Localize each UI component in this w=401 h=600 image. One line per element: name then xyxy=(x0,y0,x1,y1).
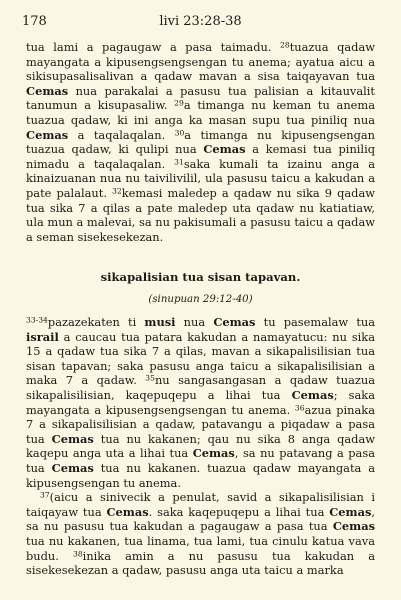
verse-number: 35 xyxy=(145,373,155,383)
verse-number: 32 xyxy=(112,186,122,196)
name-israil: israil xyxy=(26,329,59,344)
name-cemas: Cemas xyxy=(51,460,94,475)
section-heading: sikapalisian tua sisan tapavan. xyxy=(100,270,301,284)
verse-number: 31 xyxy=(174,157,184,167)
verse-number: 29 xyxy=(174,98,184,108)
paragraph-verses-33-38 xyxy=(26,315,375,578)
page-number: 178 xyxy=(22,14,47,29)
verse-number: 38 xyxy=(73,549,83,558)
name-cemas: Cemas xyxy=(329,504,372,519)
name-musi: musi xyxy=(144,315,176,329)
name-cemas: Cemas xyxy=(291,387,334,402)
paragraph-verses-28-32: tua lami a pagaugaw a pasa taimadu. $^{28}$tuazua qadaw mayangata a kipusengsengsengan tu anema; ayatua aicu a sikisupasalisalivan a qadaw mavan a sisa taiqayavan tua Cemas nua parakalai a pasusu tua palisian a kitauvalit tanumun a kisupasaliw. $^{29}$a timanga nu keman tu anema tuazua qadaw, ki ini anga ka masan supu tua piniliq nua Cemas a taqalaqalan. $^{30}$a timanga nu kipusengsengan tuazua qadaw, ki qulipi nua Cemas a kemasi tua piniliq nimadu a taqalaqalan. $^{31}$saka kumali ta izainu anga a kinaizuanan nua nu taivilivilil, ula pasusu taicu a kakudan a pate palalaut. $^{32}$kemasi maledep a qadaw nu sika 9 qadaw tua sika 7 a qilas a pate maledep uta qadaw nu katiatiaw, ula mun a malevai, sa nu pakisumali a pasusu taicu a qadaw a seman sisekesekezan. xyxy=(26,40,376,244)
verse-number: 36 xyxy=(294,403,305,413)
paragraph-verses-37-38: $^{37}$(aicu a sinivecik a penulat, savid a sikapalisilisian i taiqayaw tua Cemas. saka kaqepuqepu a lihai tua Cemas, sa nu pasusu tua kakudan a pagaugaw a pasa tua Cemas tua nu kakanen, tua linama, tua lami, tua cinulu katua vava budu. $^{38}$inika amin a nu pasusu tua kakudan a sisekesekezan a qadaw, pasusu anga uta taicu a marka xyxy=(26,490,375,578)
name-cemas: Cemas xyxy=(106,504,149,519)
name-cemas: Cemas xyxy=(203,142,246,157)
cross-reference: (sinupuan 29:12-40) xyxy=(148,294,253,305)
verse-number: 30 xyxy=(174,128,185,138)
name-cemas: Cemas xyxy=(332,519,375,534)
name-cemas: Cemas xyxy=(26,83,69,98)
chapter-reference: livi 23:28-38 xyxy=(159,14,242,29)
name-cemas: Cemas xyxy=(26,127,69,142)
page-header xyxy=(22,14,379,30)
name-cemas: Cemas xyxy=(213,315,256,329)
verse-number: 33-34 xyxy=(26,315,48,325)
name-cemas: Cemas xyxy=(51,431,94,446)
verse-number: 28 xyxy=(280,40,290,50)
name-cemas: Cemas xyxy=(192,446,235,461)
verse-number: 37 xyxy=(40,490,50,500)
paragraph-verses-33-36: $^{33-34}$pazazekaten ti musi nua Cemas tu pasemalaw tua israil a caucau tua patara kakudan a namayatucu: nu sika 15 a qadaw tua sika 7 a qilas, mavan a sikapalisilisian tua sisan tapavan; saka pasusu anga taicu a sikapalisilisian a maka 7 a qadaw. $^{35}$nu sangasangasan a qadaw tuazua sikapalisilisian, kaqepuqepu a lihai tua Cemas; saka mayangata a kipusengsengsengan tu anema. $^{36}$azua pinaka 7 a sikapalisilisian a qadaw, patavangu a piqadaw a pasa tua Cemas tua nu kakanen; qau nu sika 8 anga qadaw kaqepu anga uta a lihai tua Cemas, sa nu patavang a pasa tua Cemas tua nu kakanen. tuazua qadaw mayangata a kipusengsengan tu anema. xyxy=(26,315,376,490)
